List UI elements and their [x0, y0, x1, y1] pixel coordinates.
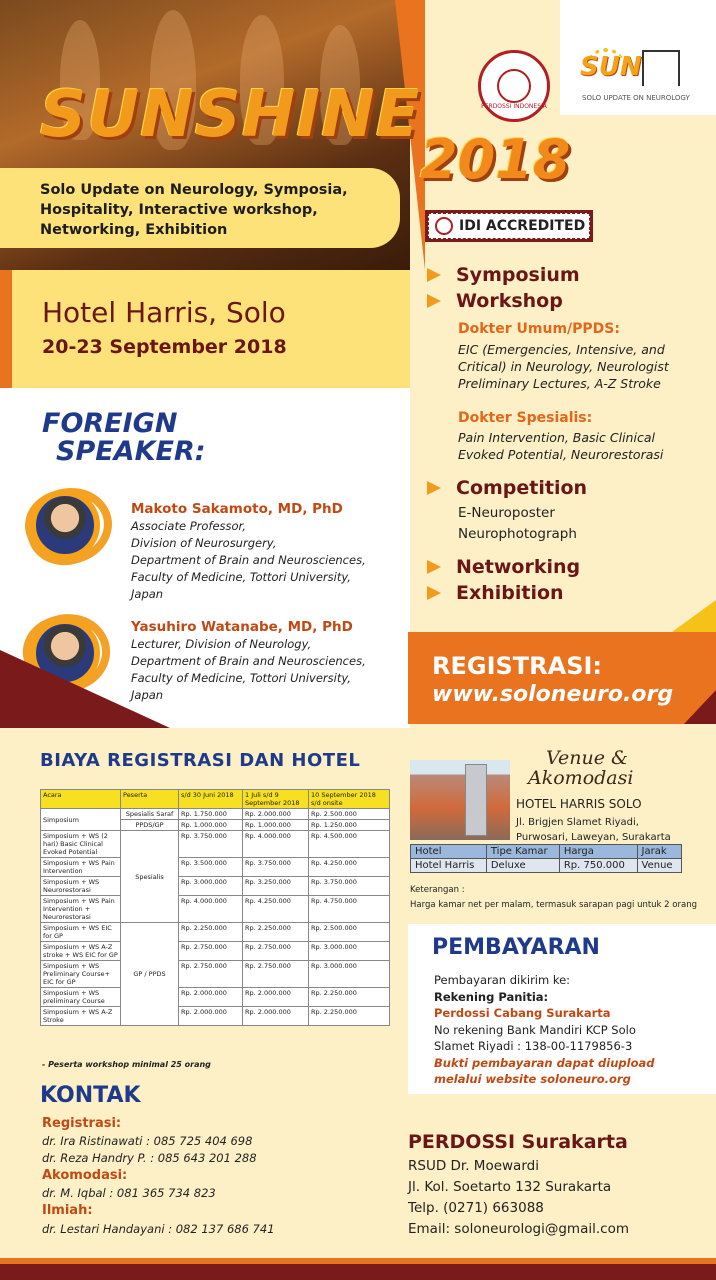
hotel-note: Keterangan : Harga kamar net per malam, termasuk sarapan pagi untuk 2 orang [410, 885, 697, 910]
table-row: Simposium + WS Neurorestorasi Rp. 3.000.000 Rp. 3.250.000 Rp. 3.750.000 [41, 877, 390, 896]
arrow-icon [427, 294, 441, 308]
payment-title: PEMBAYARAN [432, 935, 600, 960]
registration-label: REGISTRASI: [432, 652, 603, 680]
speaker-name: Makoto Sakamoto, MD, PhD [131, 501, 343, 517]
dokter-umum-heading: Dokter Umum/PPDS: [458, 321, 620, 337]
contact-akomodasi-label: Akomodasi: [42, 1168, 128, 1183]
contact-registrasi-label: Registrasi: [42, 1116, 122, 1131]
fees-title: BIAYA REGISTRASI DAN HOTEL [40, 750, 361, 771]
table-row: Simposium + WS Pain Intervention + Neurorestorasi Rp. 4.000.000 Rp. 4.250.000 Rp. 4.750.000 [41, 896, 390, 923]
contact-ilmiah-label: Ilmiah: [42, 1203, 93, 1218]
table-row: Simposium Spesialis Saraf Rp. 1.750.000 Rp. 2.000.000 Rp. 2.500.000 [41, 809, 390, 820]
perdossi-logo: PERDOSSI INDONESIA [478, 50, 550, 122]
registration-link[interactable]: www.soloneuro.org [432, 682, 674, 707]
table-row: Simposium + WS Preliminary Course+ EIC for GP Rp. 2.750.000 Rp. 2.750.000 Rp. 3.000.000 [41, 961, 390, 988]
maroon-accent [0, 650, 170, 728]
speaker-name: Yasuhiro Watanabe, MD, PhD [131, 619, 353, 635]
contact-title: KONTAK [40, 1083, 141, 1108]
dokter-spesialis-heading: Dokter Spesialis: [458, 410, 593, 426]
table-row: Simposium + WS (2 hari) Basic Clinical Evoked Potential Spesialis Rp. 3.750.000 Rp. 4.000.000 Rp. 4.500.000 [41, 831, 390, 858]
arrow-icon [427, 586, 441, 600]
contact-entry: dr. M. Iqbal : 081 365 734 823 [42, 1186, 216, 1200]
event-subtitle: Solo Update on Neurology, Symposia, Hospitality, Interactive workshop, Networking, Exhibition [40, 182, 348, 238]
table-row: Simposium + WS A-Z stroke + WS EIC for GP Rp. 2.750.000 Rp. 2.750.000 Rp. 3.000.000 [41, 942, 390, 961]
program-networking: Networking [456, 556, 581, 578]
arrow-icon [427, 268, 441, 282]
venue-akomodasi-heading: Venue & Akomodasi [528, 747, 634, 789]
contact-entry: dr. Ira Ristinawati : 085 725 404 698 [42, 1134, 253, 1148]
footer-stripe [0, 1258, 716, 1264]
table-row: Hotel Harris Deluxe Rp. 750.000 Venue [411, 859, 682, 873]
event-title: SUNSHINE [40, 78, 421, 152]
program-symposium: Symposium [456, 264, 580, 286]
payment-website-link[interactable]: soloneuro.org [540, 1072, 631, 1086]
table-row: Simposium + WS Pain Intervention Rp. 3.500.000 Rp. 3.750.000 Rp. 4.250.000 [41, 858, 390, 877]
idi-accredited-badge: IDI ACCREDITED [425, 210, 593, 242]
organizer-email[interactable]: Email: soloneurologi@gmail.com [408, 1221, 629, 1237]
dokter-spesialis-workshops: Pain Intervention, Basic Clinical Evoked Potential, Neurorestorasi [458, 430, 664, 462]
payment-details: Pembayaran dikirim ke: Rekening Panitia: Perdossi Cabang Surakarta No rekening Bank Mandiri KCP Solo Slamet Riyadi : 138-00-1179856-3 Bukti pembayaran dapat diupload melalui website soloneuro.org [434, 973, 655, 1086]
hotel-table [410, 844, 682, 873]
program-workshop: Workshop [456, 290, 563, 312]
table-row: Simposium + WS EIC for GP GP / PPDS Rp. 2.250.000 Rp. 2.250.000 Rp. 2.500.000 [41, 923, 390, 942]
table-row: Simposium + WS preliminary Course Rp. 2.000.000 Rp. 2.000.000 Rp. 2.250.000 [41, 988, 390, 1007]
venue-stripe [0, 270, 12, 388]
event-year: 2018 [420, 128, 571, 191]
yellow-accent [672, 600, 716, 632]
table-row: Simposium + WS A-Z Stroke Rp. 2.000.000 Rp. 2.000.000 Rp. 2.250.000 [41, 1007, 390, 1026]
hotel-photo [410, 760, 510, 840]
program-competition: Competition [456, 477, 588, 499]
hotel-name: HOTEL HARRIS SOLO [516, 797, 642, 811]
fees-note: - Peserta workshop minimal 25 orang [42, 1060, 211, 1069]
hotel-address: Jl. Brigjen Slamet Riyadi, Purwosari, Laweyan, Surakarta [516, 817, 671, 843]
arrow-icon [427, 560, 441, 574]
idi-seal-icon [435, 217, 453, 235]
contact-entry: dr. Reza Handry P. : 085 643 201 288 [42, 1151, 257, 1165]
organizer-name: PERDOSSI Surakarta [408, 1131, 628, 1153]
foreign-speaker-heading: FOREIGN SPEAKER: [42, 408, 206, 467]
arrow-icon [427, 481, 441, 495]
competition-list: E-Neuroposter Neurophotograph [458, 505, 577, 542]
table-header-row: Acara Peserta s/d 30 Juni 2018 1 Juli s/d 9 September 2018 10 September 2018 s/d onsite [41, 790, 390, 809]
program-exhibition: Exhibition [456, 582, 564, 604]
event-dates: 20-23 September 2018 [42, 336, 287, 358]
speaker-photo [30, 490, 100, 560]
venue-band [0, 270, 410, 388]
table-row: PPDS/GP Rp. 1.000.000 Rp. 1.000.000 Rp. 1.250.000 [41, 820, 390, 831]
speaker-affiliation: Lecturer, Division of Neurology, Department of Brain and Neurosciences, Faculty of Medicine, Tottori University, Japan [131, 637, 366, 702]
sun-logo: SUN SOLO UPDATE ON NEUROLOGY [574, 48, 686, 110]
contact-entry: dr. Lestari Handayani : 082 137 686 741 [42, 1222, 275, 1236]
dokter-umum-workshops: EIC (Emergencies, Intensive, and Critical) in Neurology, Neurologist Preliminary Lectures, A-Z Stroke [458, 342, 669, 391]
table-header-row: Hotel Tipe Kamar Harga Jarak [411, 845, 682, 859]
organizer-details: RSUD Dr. Moewardi Jl. Kol. Soetarto 132 Surakarta Telp. (0271) 663088 Email: soloneurologi@gmail.com [408, 1156, 629, 1240]
speaker-affiliation: Associate Professor, Division of Neurosurgery, Department of Brain and Neurosciences, Faculty of Medicine, Tottori University, Japan [131, 519, 366, 601]
maroon-corner [684, 690, 716, 724]
fees-table [40, 789, 390, 1026]
venue-name: Hotel Harris, Solo [42, 296, 286, 329]
